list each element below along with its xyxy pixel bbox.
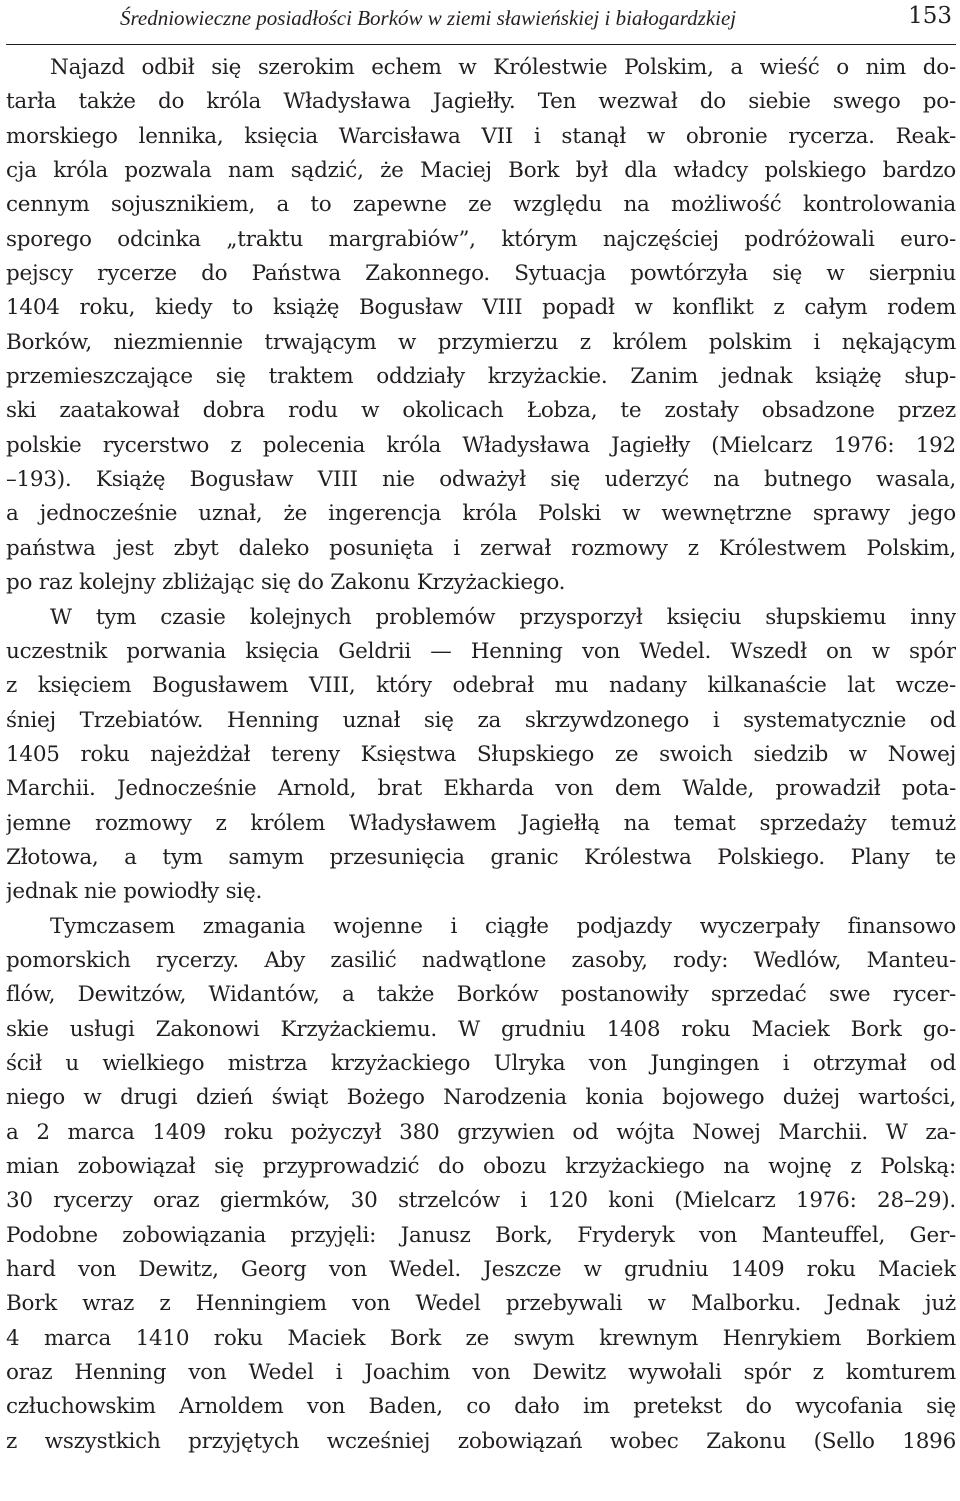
text-line: cennym sojusznikiem, a to zapewne ze względu na możliwość kontrolowania xyxy=(6,192,956,218)
text-line: morskiego lennika, księcia Warcisława VII i stanął w obronie rycerza. Reak- xyxy=(6,123,956,149)
text-line: człuchowskim Arnoldem von Baden, co dało im pretekst do wycofania się xyxy=(6,1394,956,1420)
text-line: 4 marca 1410 roku Maciek Bork ze swym krewnym Henrykiem Borkiem xyxy=(6,1325,956,1351)
paragraph-1 xyxy=(6,51,956,601)
body-text xyxy=(6,51,956,1459)
text-line: 30 rycerzy oraz giermków, 30 strzelców i 120 koni (Mielcarz 1976: 28–29). xyxy=(6,1188,956,1214)
text-line: jemne rozmowy z królem Władysławem Jagiełłą na temat sprzedaży temuż xyxy=(6,810,956,836)
text-line: Marchii. Jednocześnie Arnold, brat Ekharda von dem Walde, prowadził pota- xyxy=(6,776,956,802)
paragraph-3 xyxy=(6,910,956,1460)
text-line: pomorskich rycerzy. Aby zasilić nadwątlone zasoby, rody: Wedlów, Manteu- xyxy=(6,947,956,973)
text-line: pejscy rycerze do Państwa Zakonnego. Sytuacja powtórzyła się w sierpniu xyxy=(6,261,956,287)
text-line: niego w drugi dzień świąt Bożego Narodzenia konia bojowego dużej wartości, xyxy=(6,1085,956,1111)
text-line: z wszystkich przyjętych wcześniej zobowiązań wobec Zakonu (Sello 1896 xyxy=(6,1428,956,1454)
text-line: hard von Dewitz, Georg von Wedel. Jeszcze w grudniu 1409 roku Maciek xyxy=(6,1257,956,1283)
text-line: 1404 roku, kiedy to książę Bogusław VIII popadł w konflikt z całym rodem xyxy=(6,295,956,321)
text-line: Złotowa, a tym samym przesunięcia granic Królestwa Polskiego. Plany te xyxy=(6,844,956,870)
page xyxy=(6,0,956,1501)
text-line: a jednocześnie uznał, że ingerencja króla Polski w wewnętrzne sprawy jego xyxy=(6,501,956,527)
text-line: a 2 marca 1409 roku pożyczył 380 grzywien od wójta Nowej Marchii. W za- xyxy=(6,1119,956,1145)
text-line: W tym czasie kolejnych problemów przysporzył księciu słupskiemu inny xyxy=(50,604,956,630)
page-number: 153 xyxy=(908,3,952,29)
text-line: flów, Dewitzów, Widantów, a także Borków postanowiły sprzedać swe rycer- xyxy=(6,982,956,1008)
text-line: cja króla pozwala nam sądzić, że Maciej Bork był dla władcy polskiego bardzo xyxy=(6,158,956,184)
text-line: śniej Trzebiatów. Henning uznał się za skrzywdzonego i systematycznie od xyxy=(6,707,956,733)
text-line: Borków, niezmiennie trwającym w przymierzu z królem polskim i nękającym xyxy=(6,329,956,355)
text-line: Podobne zobowiązania przyjęli: Janusz Bork, Fryderyk von Manteuffel, Ger- xyxy=(6,1222,956,1248)
text-line: z księciem Bogusławem VIII, który odebrał mu nadany kilkanaście lat wcze- xyxy=(6,673,956,699)
text-line: Najazd odbił się szerokim echem w Królestwie Polskim, a wieść o nim do- xyxy=(50,55,956,80)
text-line: Tymczasem zmagania wojenne i ciągłe podjazdy wyczerpały finansowo xyxy=(50,913,956,939)
text-line: 1405 roku najeżdżał tereny Księstwa Słupskiego ze swoich siedzib w Nowej xyxy=(6,741,956,767)
text-line: przemieszczające się traktem oddziały krzyżackie. Zanim jednak książę słup- xyxy=(6,364,956,390)
text-line: po raz kolejny zbliżając się do Zakonu Krzyżackiego. xyxy=(6,570,566,596)
running-title: Średniowieczne posiadłości Borków w ziemi sławieńskiej i białogardzkiej xyxy=(120,6,737,30)
text-line: polskie rycerstwo z polecenia króla Władysława Jagiełły (Mielcarz 1976: 192 xyxy=(6,432,956,458)
text-line: państwa jest zbyt daleko posunięta i zerwał rozmowy z Królestwem Polskim, xyxy=(6,535,956,561)
text-line: skie usługi Zakonowi Krzyżackiemu. W grudniu 1408 roku Maciek Bork go- xyxy=(6,1016,956,1042)
text-line: jednak nie powiodły się. xyxy=(6,879,263,905)
text-line: sporego odcinka „traktu margrabiów”, którym najczęściej podróżowali euro- xyxy=(6,226,956,252)
text-line: ski zaatakował dobra rodu w okolicach Łobza, te zostały obsadzone przez xyxy=(6,398,956,424)
text-line: uczestnik porwania księcia Geldrii — Henning von Wedel. Wszedł on w spór xyxy=(6,638,956,664)
running-head xyxy=(6,0,956,45)
text-line: mian zobowiązał się przyprowadzić do obozu krzyżackiego na wojnę z Polską: xyxy=(6,1154,956,1179)
text-line: oraz Henning von Wedel i Joachim von Dewitz wywołali spór z komturem xyxy=(6,1360,956,1386)
text-line: ścił u wielkiego mistrza krzyżackiego Ulryka von Jungingen i otrzymał od xyxy=(6,1050,956,1076)
paragraph-2 xyxy=(6,601,956,910)
text-line: tarła także do króla Władysława Jagiełły. Ten wezwał do siebie swego po- xyxy=(6,89,956,115)
text-line: Bork wraz z Henningiem von Wedel przebywali w Malborku. Jednak już xyxy=(6,1291,956,1317)
text-line: –193). Książę Bogusław VIII nie odważył się uderzyć na butnego wasala, xyxy=(6,467,956,493)
